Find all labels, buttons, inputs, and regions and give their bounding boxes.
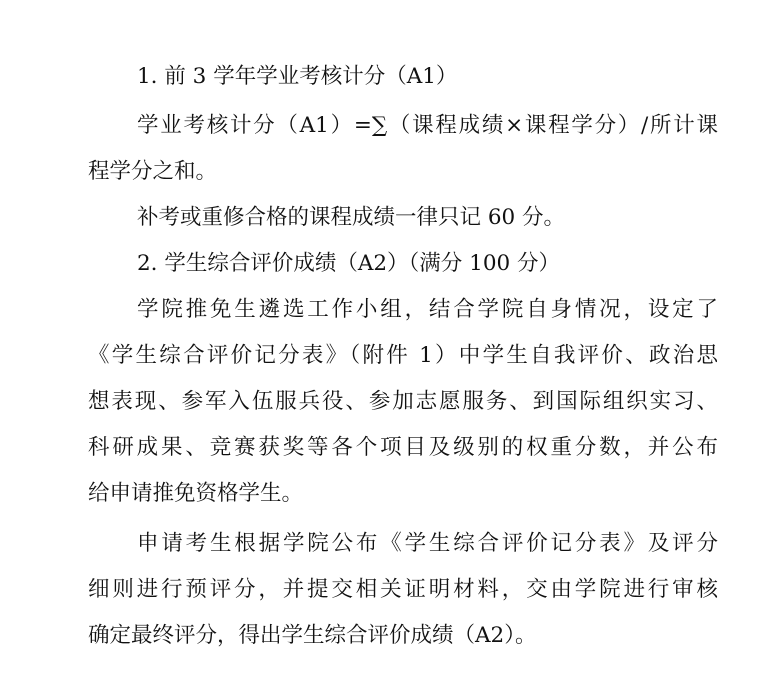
para2-line: 申请考生根据学院公布《学生综合评价记分表》及评分: [137, 531, 718, 556]
makeup-exam-note: 补考或重修合格的课程成绩一律只记 60 分。: [137, 205, 566, 230]
para1-line: 《学生综合评价记分表》（附件 1）中学生自我评价、政治思: [88, 343, 718, 368]
formula-line-1: 学业考核计分（A1）=∑（课程成绩×课程学分）/所计课: [137, 113, 718, 138]
para2-line: 细则进行预评分，并提交相关证明材料，交由学院进行审核: [88, 577, 718, 602]
section2-heading: 2. 学生综合评价成绩（A2）（满分 100 分）: [137, 251, 561, 276]
para1-line: 学院推免生遴选工作小组，结合学院自身情况，设定了: [137, 297, 718, 322]
para1-line: 科研成果、竞赛获奖等各个项目及级别的权重分数，并公布: [88, 435, 718, 460]
para1-line: 给申请推免资格学生。: [88, 481, 304, 506]
para1-line: 想表现、参军入伍服兵役、参加志愿服务、到国际组织实习、: [88, 389, 718, 414]
para2-line: 确定最终评分，得出学生综合评价成绩（A2）。: [88, 623, 537, 648]
formula-line-2: 程学分之和。: [88, 159, 218, 184]
section1-heading: 1. 前 3 学年学业考核计分（A1）: [137, 64, 458, 89]
